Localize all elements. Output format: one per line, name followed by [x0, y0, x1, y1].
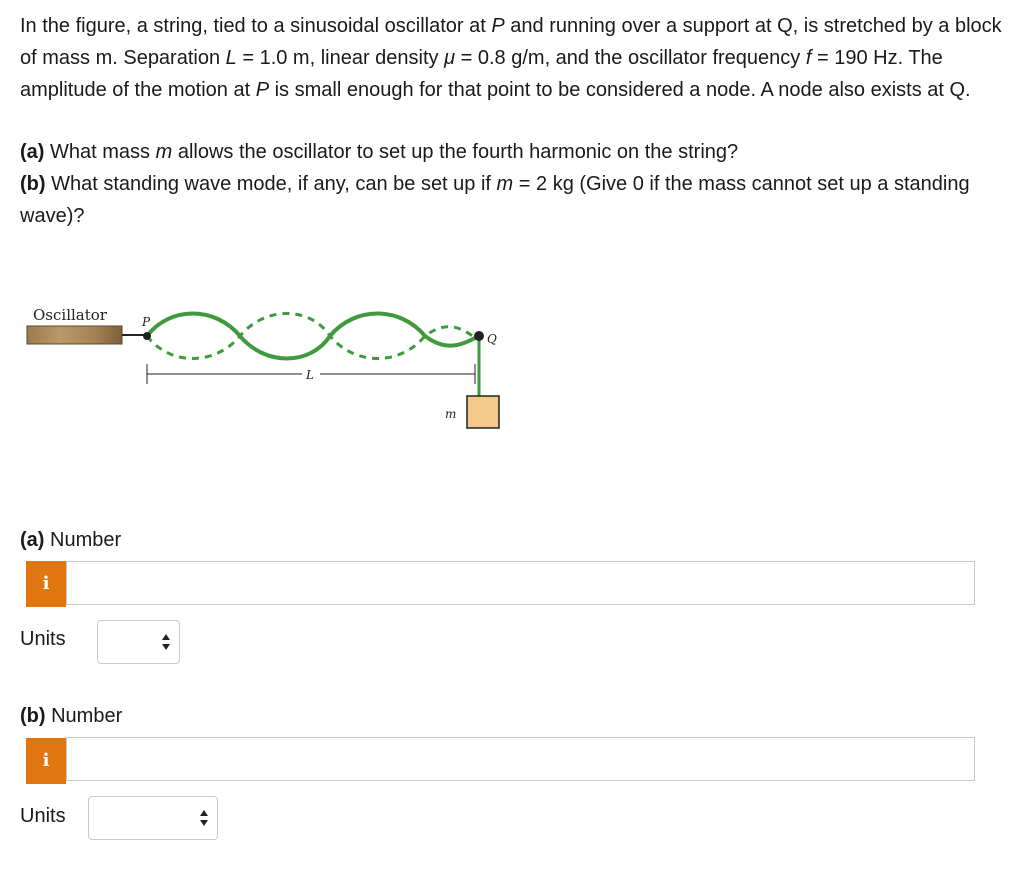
point-q-dot — [474, 331, 484, 341]
answer-b-info-button[interactable] — [26, 738, 66, 784]
answer-b-label-bold: (b) — [20, 705, 46, 727]
oscillator-label: Oscillator — [33, 306, 107, 324]
length-label: L — [306, 368, 314, 382]
answer-a-input[interactable] — [66, 561, 975, 605]
intro-text-1: In the figure, a string, tied to a sinusoidal oscillator at — [20, 15, 492, 37]
answer-b-label — [20, 705, 122, 728]
answer-b-input[interactable] — [66, 737, 975, 781]
question-b-text-1: What standing wave mode, if any, can be set up if — [45, 173, 497, 195]
problem-statement — [20, 10, 1010, 232]
answer-a-label — [20, 529, 121, 552]
answer-a-label-text: Number — [44, 529, 122, 551]
answer-b-units-select[interactable] — [88, 796, 218, 840]
answer-a-label-bold: (a) — [20, 529, 45, 551]
mass-label: m — [445, 407, 457, 421]
intro-text-5: = 190 Hz. The amplitude of the motion at — [20, 47, 943, 101]
info-icon: i — [42, 750, 50, 771]
problem-intro — [20, 10, 1010, 106]
question-b-text-2: = 2 kg (Give 0 if the mass cannot set up a standing wave)? — [20, 173, 970, 227]
question-b-label: (b) — [20, 173, 46, 195]
question-a-label: (a) — [20, 141, 45, 163]
select-updown-icon — [161, 633, 171, 651]
question-a-text-2: allows the oscillator to set up the fourth harmonic on the string? — [172, 141, 739, 163]
intro-text-6: is small enough for that point to be considered a node. A node also exists at Q. — [269, 79, 971, 101]
point-q-label: Q — [487, 332, 497, 346]
intro-var-p: P — [491, 15, 505, 37]
question-a-text-1: What mass — [44, 141, 156, 163]
question-b-var-m: m — [496, 173, 514, 195]
answer-a-units-select[interactable] — [97, 620, 180, 664]
intro-text-3: = 1.0 m, linear density — [236, 47, 445, 69]
intro-var-mu: μ — [444, 47, 456, 69]
string-oscillator-figure — [20, 296, 520, 436]
select-updown-icon — [199, 809, 209, 827]
point-p-label: P — [142, 315, 151, 329]
question-b — [20, 168, 1010, 232]
point-p-dot — [143, 332, 151, 340]
intro-var-f: f — [805, 47, 812, 69]
mass-block — [467, 396, 499, 428]
question-a — [20, 136, 1010, 168]
question-a-var-m: m — [155, 141, 173, 163]
oscillator-block — [27, 326, 122, 344]
info-icon: i — [42, 573, 50, 594]
answer-a-info-button[interactable] — [26, 561, 66, 607]
intro-var-p2: P — [255, 79, 270, 101]
intro-text-4: = 0.8 g/m, and the oscillator frequency — [455, 47, 806, 69]
answer-a-units-label: Units — [20, 628, 66, 650]
intro-text-2: and running over a support at Q, is stretched by a block of mass m. Separation — [20, 15, 1002, 69]
intro-var-l: L — [225, 47, 237, 69]
answer-b-units-label: Units — [20, 805, 66, 827]
answer-b-label-text: Number — [45, 705, 123, 727]
